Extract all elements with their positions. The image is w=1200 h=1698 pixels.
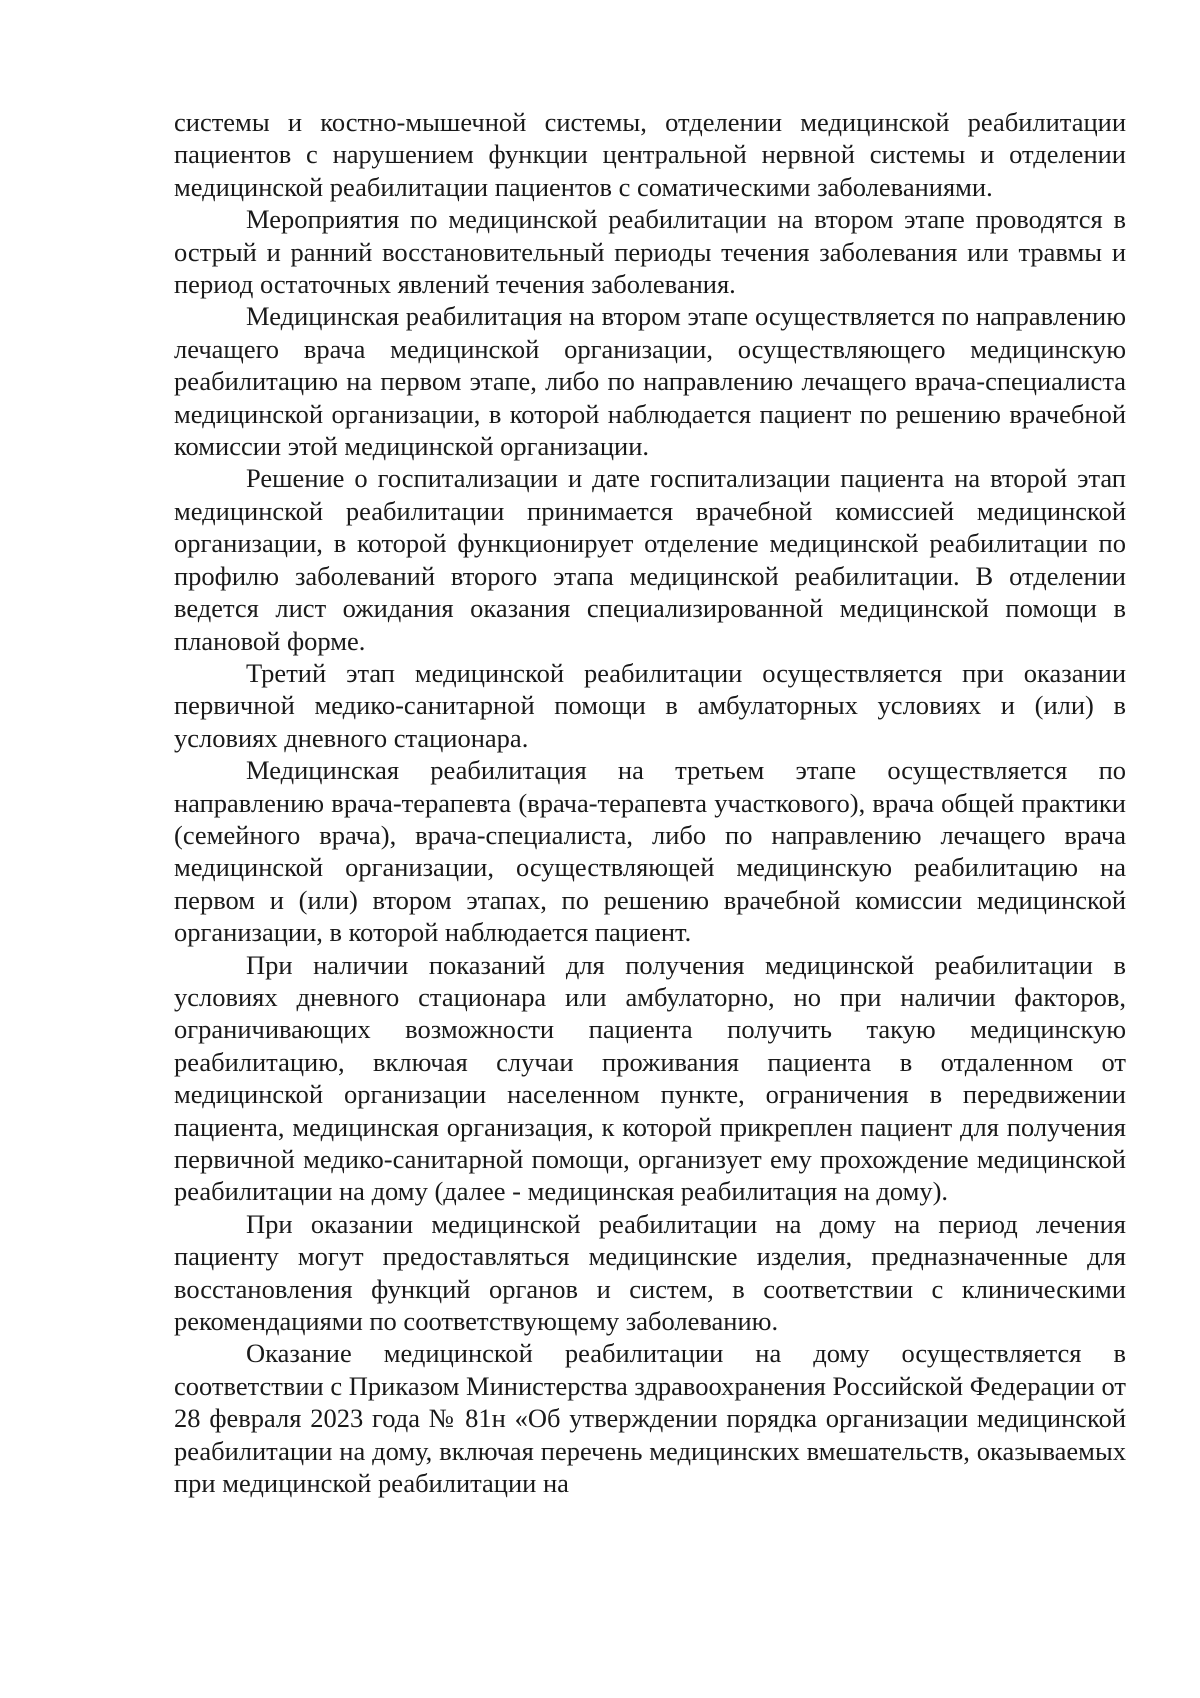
paragraph-1: системы и костно-мышечной системы, отделении медицинской реабилитации пациентов с нарушением функции центральной нервной системы и отделении медицинской реабилитации пациентов с соматическими заболеваниями. (174, 107, 1126, 202)
paragraph-8: При оказании медицинской реабилитации на дому на период лечения пациенту могут предоставляться медицинские изделия, предназначенные для восстановления функций органов и систем, в соответствии с клиническими рекомендациями по соответствующему заболеванию. (174, 1208, 1126, 1337)
paragraph-4: Решение о госпитализации и дате госпитализации пациента на второй этап медицинской реабилитации принимается врачебной комиссией медицинской организации, в которой функционирует отделение медицинской реабилитации по профилю заболеваний второго этапа медицинской реабилитации. В отделении ведется лист ожидания оказания специализированной медицинской помощи в плановой форме. (174, 463, 1126, 656)
paragraph-6: Медицинская реабилитация на третьем этапе осуществляется по направлению врача-терапевта (врача-терапевта участкового), врача общей практики (семейного врача), врача-специалиста, либо по направлению лечащего врача медицинской организации, осуществляющей медицинскую реабилитацию на первом и (или) втором этапах, по решению врачебной комиссии медицинской организации, в которой наблюдается пациент. (174, 755, 1126, 948)
document-page (174, 106, 1126, 1499)
paragraph-7: При наличии показаний для получения медицинской реабилитации в условиях дневного стационара или амбулаторно, но при наличии факторов, ограничивающих возможности пациента получить такую медицинскую реабилитацию, включая случаи проживания пациента в отдаленном от медицинской организации населенном пункте, ограничения в передвижении пациента, медицинская организация, к которой прикреплен пациент для получения первичной медико-санитарной помощи, организует ему прохождение медицинской реабилитации на дому (далее - медицинская реабилитация на дому). (174, 949, 1126, 1207)
paragraph-2: Мероприятия по медицинской реабилитации на втором этапе проводятся в острый и ранний восстановительный периоды течения заболевания или травмы и период остаточных явлений течения заболевания. (174, 204, 1126, 300)
paragraph-9: Оказание медицинской реабилитации на дому осуществляется в соответствии с Приказом Министерства здравоохранения Российской Федерации от 28 февраля 2023 года № 81н «Об утверждении порядка организации медицинской реабилитации на дому, включая перечень медицинских вмешательств, оказываемых при медицинской реабилитации на (174, 1338, 1126, 1499)
paragraph-5: Третий этап медицинской реабилитации осуществляется при оказании первичной медико-санитарной помощи в амбулаторных условиях и (или) в условиях дневного стационара. (174, 657, 1126, 753)
paragraph-3: Медицинская реабилитация на втором этапе осуществляется по направлению лечащего врача медицинской организации, осуществляющего медицинскую реабилитацию на первом этапе, либо по направлению лечащего врача-специалиста медицинской организации, в которой наблюдается пациент по решению врачебной комиссии этой медицинской организации. (174, 301, 1126, 462)
